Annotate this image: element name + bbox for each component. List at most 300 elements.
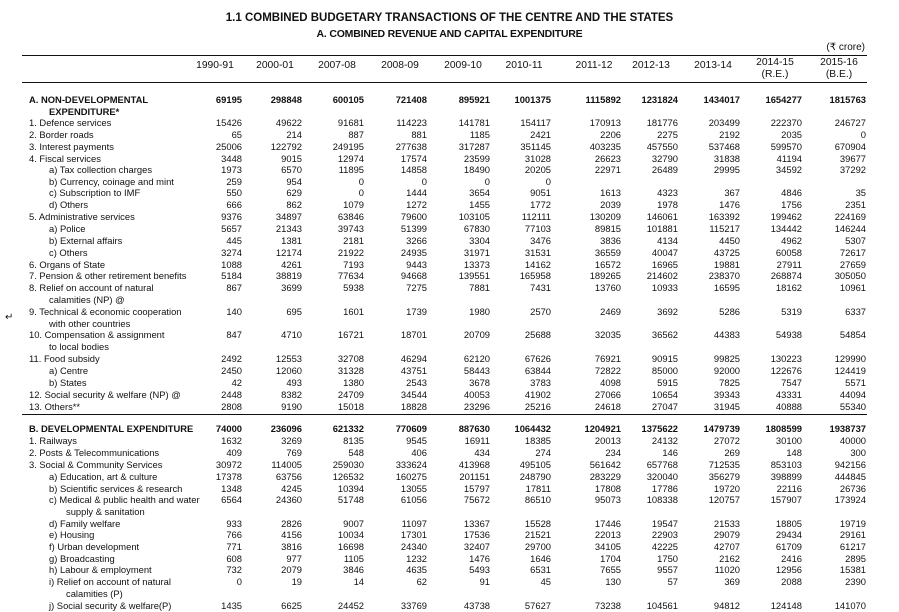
column-header: 2009-10 [444,60,482,71]
row-label-continued: calamities (NP) @ [49,293,125,305]
row-label: 6. Organs of State [29,259,106,270]
table-cell: 35 [855,187,866,198]
row-label: h) Labour & employment [49,564,152,575]
table-cell: 120757 [708,494,740,505]
table-cell: 14 [353,576,364,587]
table-cell: 7275 [406,282,427,293]
table-cell: 320040 [646,471,678,482]
row-label: 7. Pension & other retirement benefits [29,270,187,281]
table-cell: 65 [231,129,242,140]
table-cell: 130223 [770,353,802,364]
table-cell: 23296 [463,401,490,412]
table-cell: 29995 [713,164,740,175]
table-cell: 114223 [396,117,427,128]
table-cell: 42 [231,377,242,388]
row-label: 8. Relief on account of natural [29,282,154,293]
table-cell: 15797 [463,483,490,494]
table-cell: 181776 [646,117,678,128]
table-cell: 1476 [469,553,490,564]
table-cell: 24709 [337,389,364,400]
table-cell: 31945 [713,401,740,412]
table-cell: 561642 [589,459,621,470]
table-cell: 73238 [594,600,621,611]
table-cell: 154117 [520,117,551,128]
table-cell: 5184 [221,270,242,281]
table-cell: 13760 [594,282,621,293]
table-cell: 4450 [719,235,740,246]
row-label-continued: calamities (P) [66,587,123,599]
row-label: 5. Administrative services [29,211,135,222]
table-cell: 214 [286,129,302,140]
row-label-continued: supply & sanitation [66,505,145,517]
table-cell: 6625 [281,600,302,611]
table-cell: 0 [236,576,242,587]
table-cell: 629 [286,187,302,198]
row-label: a) Tax collection charges [49,164,153,175]
table-cell: 5319 [781,306,802,317]
table-cell: 434 [474,447,490,458]
row-label: f) Urban development [49,541,140,552]
table-cell: 122792 [270,141,302,152]
table-cell: 10034 [337,529,364,540]
table-cell: 4962 [781,235,802,246]
table-cell: 1613 [600,187,621,198]
table-cell: 24935 [400,247,427,258]
table-cell: 2181 [343,235,364,246]
table-cell: 2416 [781,553,802,564]
table-cell: 1978 [657,199,678,210]
row-label-continued: with other countries [49,317,131,329]
table-cell: 16965 [651,259,678,270]
row-label: g) Broadcasting [49,553,115,564]
table-cell: 29079 [713,529,740,540]
table-cell: 15426 [215,117,242,128]
table-cell: 942156 [834,459,866,470]
row-label: c) Others [49,247,88,258]
table-cell: 1654277 [765,94,802,105]
row-label: c) Medical & public health and water [49,494,200,505]
table-cell: 146244 [834,223,866,234]
row-label: i) Relief on account of natural [49,576,171,587]
table-cell: 54938 [775,329,802,340]
table-cell: 11097 [401,518,427,529]
table-cell: 1455 [469,199,490,210]
table-cell: 2079 [281,564,302,575]
table-cell: 104561 [646,600,678,611]
table-cell: 277638 [395,141,427,152]
table-cell: 2492 [221,353,242,364]
table-cell: 31531 [524,247,551,258]
row-label: a) Centre [49,365,89,376]
table-cell: 76921 [594,353,621,364]
table-cell: 2351 [845,199,866,210]
table-cell: 33769 [400,600,427,611]
table-cell: 114005 [271,459,302,470]
column-header: 2015-16 (B.E.) [820,57,858,80]
table-cell: 18828 [400,401,427,412]
table-cell: 4846 [781,187,802,198]
table-cell: 40053 [463,389,490,400]
table-cell: 1435 [221,600,242,611]
table-cell: 163392 [708,211,740,222]
table-cell: 17811 [525,483,551,494]
table-cell: 2039 [600,199,621,210]
table-cell: 16721 [337,329,364,340]
table-cell: 413968 [458,459,490,470]
table-cell: 770609 [395,423,427,434]
table-cell: 2390 [845,576,866,587]
table-cell: 621332 [332,423,364,434]
table-cell: 62120 [463,353,490,364]
row-label: 12. Social security & welfare (NP) @ [29,389,181,400]
table-cell: 92000 [713,365,740,376]
table-cell: 34105 [594,541,621,552]
table-cell: 495105 [519,459,551,470]
table-cell: 2448 [221,389,242,400]
table-cell: 43738 [463,600,490,611]
table-cell: 36562 [651,329,678,340]
table-cell: 5571 [845,377,866,388]
table-cell: 3448 [221,153,242,164]
table-cell: 31971 [463,247,490,258]
table-cell: 403235 [589,141,621,152]
table-cell: 13367 [463,518,490,529]
row-label: 2. Posts & Telecommunications [29,447,160,458]
section-divider [22,414,867,415]
table-cell: 21521 [524,529,551,540]
table-cell: 25688 [524,329,551,340]
table-cell: 95073 [594,494,621,505]
table-cell: 24360 [275,494,302,505]
table-cell: 72822 [594,365,621,376]
table-cell: 2088 [781,576,802,587]
table-cell: 27047 [651,401,678,412]
table-cell: 19547 [651,518,678,529]
row-label: b) States [49,377,87,388]
table-cell: 249195 [332,141,364,152]
table-cell: 13373 [463,259,490,270]
table-cell: 351145 [520,141,551,152]
table-cell: 3816 [281,541,302,552]
table-cell: 236096 [270,423,302,434]
table-cell: 3692 [657,306,678,317]
column-header: 2014-15 (R.E.) [756,57,794,80]
table-cell: 369 [724,576,740,587]
row-label: a) Education, art & culture [49,471,158,482]
table-cell: 40000 [839,435,866,446]
column-header: 2007-08 [318,60,356,71]
table-cell: 16698 [337,541,364,552]
table-cell: 1938737 [829,423,866,434]
table-cell: 2192 [719,129,740,140]
table-cell: 1973 [221,164,242,175]
table-cell: 269 [724,447,740,458]
table-cell: 146061 [646,211,678,222]
table-cell: 21922 [337,247,364,258]
table-cell: 18490 [463,164,490,175]
table-cell: 42707 [713,541,740,552]
table-cell: 9051 [530,187,551,198]
row-label: j) Social security & welfare(P) [49,600,172,611]
table-cell: 77634 [337,270,364,281]
table-cell: 19720 [713,483,740,494]
table-title: 1.1 COMBINED BUDGETARY TRANSACTIONS OF THE CENTRE AND THE STATES [225,12,674,24]
table-cell: 165958 [519,270,551,281]
table-cell: 4323 [657,187,678,198]
table-cell: 89815 [594,223,621,234]
table-cell: 608 [226,553,242,564]
table-cell: 32407 [463,541,490,552]
table-cell: 17536 [463,529,490,540]
row-label: c) Subscription to IMF [49,187,141,198]
table-cell: 17378 [215,471,242,482]
table-cell: 43725 [713,247,740,258]
table-cell: 86510 [524,494,551,505]
table-cell: 933 [226,518,242,529]
table-cell: 24132 [651,435,678,446]
table-cell: 1815763 [829,94,866,105]
table-cell: 248790 [519,471,551,482]
table-cell: 2469 [600,306,621,317]
table-cell: 17808 [594,483,621,494]
table-cell: 17574 [400,153,427,164]
table-cell: 10394 [337,483,364,494]
table-cell: 0 [484,176,490,187]
table-cell: 20205 [524,164,551,175]
table-cell: 1772 [530,199,551,210]
table-cell: 457550 [646,141,678,152]
table-cell: 61056 [400,494,427,505]
table-cell: 0 [358,176,364,187]
table-cell: 4134 [657,235,678,246]
table-cell: 51399 [400,223,427,234]
table-cell: 24618 [594,401,621,412]
table-cell: 22116 [776,483,802,494]
table-cell: 18701 [400,329,427,340]
table-cell: 46294 [400,353,427,364]
table-cell: 1185 [469,129,490,140]
table-cell: 1601 [343,306,364,317]
table-cell: 41902 [524,389,551,400]
table-cell: 170913 [589,117,621,128]
table-cell: 7431 [530,282,551,293]
table-cell: 67626 [524,353,551,364]
table-cell: 16911 [464,435,490,446]
table-cell: 12974 [337,153,364,164]
table-cell: 19881 [713,259,740,270]
table-cell: 887630 [458,423,490,434]
table-cell: 1739 [406,306,427,317]
table-cell: 862 [286,199,302,210]
table-cell: 2808 [221,401,242,412]
table-cell: 0 [358,187,364,198]
table-cell: 977 [286,553,302,564]
table-cell: 367 [724,187,740,198]
row-label-continued: to local bodies [49,340,109,352]
table-cell: 57 [667,576,678,587]
table-cell: 2826 [281,518,302,529]
table-cell: 60058 [775,247,802,258]
table-cell: 537468 [708,141,740,152]
table-cell: 3836 [600,235,621,246]
table-cell: 5915 [657,377,678,388]
table-cell: 40047 [651,247,678,258]
table-cell: 445 [226,235,242,246]
row-label: 3. Social & Community Services [29,459,163,470]
table-cell: 160275 [395,471,427,482]
table-cell: 657768 [646,459,678,470]
table-cell: 1434017 [703,94,740,105]
table-cell: 12553 [275,353,302,364]
table-cell: 54854 [839,329,866,340]
table-cell: 37292 [839,164,866,175]
table-cell: 1750 [657,553,678,564]
table-cell: 61709 [775,541,802,552]
table-cell: 130 [605,576,621,587]
table-cell: 409 [226,447,242,458]
table-cell: 13055 [400,483,427,494]
table-cell: 4156 [281,529,302,540]
table-cell: 58443 [463,365,490,376]
row-label: 10. Compensation & assignment [29,329,165,340]
table-cell: 1632 [221,435,242,446]
table-cell: 274 [535,447,551,458]
table-cell: 40888 [775,401,802,412]
table-cell: 268874 [770,270,802,281]
table-cell: 0 [545,176,551,187]
table-cell: 234 [605,447,621,458]
table-cell: 112111 [521,211,551,222]
table-cell: 666 [226,199,242,210]
table-cell: 4245 [281,483,302,494]
table-cell: 769 [286,447,302,458]
table-cell: 72617 [839,247,866,258]
row-label: 11. Food subsidy [29,353,100,364]
table-cell: 43751 [400,365,427,376]
table-cell: 0 [421,176,427,187]
table-cell: 10654 [651,389,678,400]
header-top-rule [22,55,867,56]
table-cell: 129990 [834,353,866,364]
row-label: b) External affairs [49,235,123,246]
table-cell: 101881 [646,223,678,234]
table-cell: 115217 [709,223,740,234]
table-cell: 2421 [530,129,551,140]
table-cell: 146 [662,447,678,458]
table-cell: 695 [286,306,302,317]
table-cell: 7655 [600,564,621,575]
table-cell: 140 [226,306,242,317]
table-cell: 122676 [770,365,802,376]
row-label: 13. Others** [29,401,81,412]
column-header: 1990-91 [196,60,234,71]
table-cell: 1232 [406,553,427,564]
column-header: 2010-11 [505,60,543,71]
table-cell: 1348 [221,483,242,494]
table-cell: 11020 [714,564,740,575]
table-cell: 38819 [275,270,302,281]
table-cell: 189265 [589,270,621,281]
table-cell: 12060 [275,365,302,376]
table-cell: 317287 [458,141,490,152]
column-header: 2008-09 [381,60,419,71]
table-cell: 85000 [651,365,678,376]
table-cell: 298848 [270,94,302,105]
table-cell: 4635 [406,564,427,575]
table-cell: 1272 [406,199,427,210]
table-cell: 27911 [776,259,802,270]
table-cell: 18162 [775,282,802,293]
table-cell: 1088 [221,259,242,270]
table-cell: 4098 [600,377,621,388]
table-cell: 766 [226,529,242,540]
table-cell: 305050 [834,270,866,281]
table-cell: 9190 [281,401,302,412]
row-label: 9. Technical & economic cooperation [29,306,182,317]
table-cell: 199462 [770,211,802,222]
table-cell: 15381 [839,564,866,575]
table-cell: 18385 [524,435,551,446]
table-cell: 32790 [651,153,678,164]
table-cell: 74000 [215,423,242,434]
table-cell: 29161 [839,529,866,540]
table-cell: 954 [286,176,302,187]
table-cell: 2543 [406,377,427,388]
table-cell: 6531 [530,564,551,575]
row-label: a) Police [49,223,86,234]
table-cell: 224169 [834,211,866,222]
table-cell: 712535 [708,459,740,470]
table-cell: 26736 [839,483,866,494]
table-cell: 3699 [281,282,302,293]
table-cell: 1476 [719,199,740,210]
table-cell: 3783 [530,377,551,388]
table-cell: 148 [786,447,802,458]
table-cell: 1380 [343,377,364,388]
table-cell: 1704 [600,553,621,564]
table-cell: 6564 [221,494,242,505]
table-cell: 15018 [337,401,364,412]
table-cell: 214602 [646,270,678,281]
row-label: e) Housing [49,529,95,540]
table-cell: 63756 [275,471,302,482]
table-cell: 5307 [845,235,866,246]
table-cell: 29700 [524,541,551,552]
table-cell: 124419 [834,365,866,376]
column-header: 2013-14 [694,60,732,71]
table-cell: 2450 [221,365,242,376]
table-cell: 10961 [839,282,866,293]
table-cell: 444845 [834,471,866,482]
table-cell: 1808599 [765,423,802,434]
table-cell: 3269 [281,435,302,446]
table-cell: 15528 [524,518,551,529]
table-cell: 17786 [651,483,678,494]
table-cell: 41194 [776,153,802,164]
table-cell: 39343 [713,389,740,400]
table-cell: 1204921 [584,423,621,434]
table-cell: 333624 [395,459,427,470]
row-label: d) Others [49,199,89,210]
table-cell: 2895 [845,553,866,564]
header-bottom-rule [22,82,867,83]
table-cell: 45 [540,576,551,587]
table-cell: 7193 [343,259,364,270]
table-cell: 91 [479,576,490,587]
column-header: 2012-13 [632,60,670,71]
table-cell: 29434 [775,529,802,540]
table-cell: 31028 [524,153,551,164]
